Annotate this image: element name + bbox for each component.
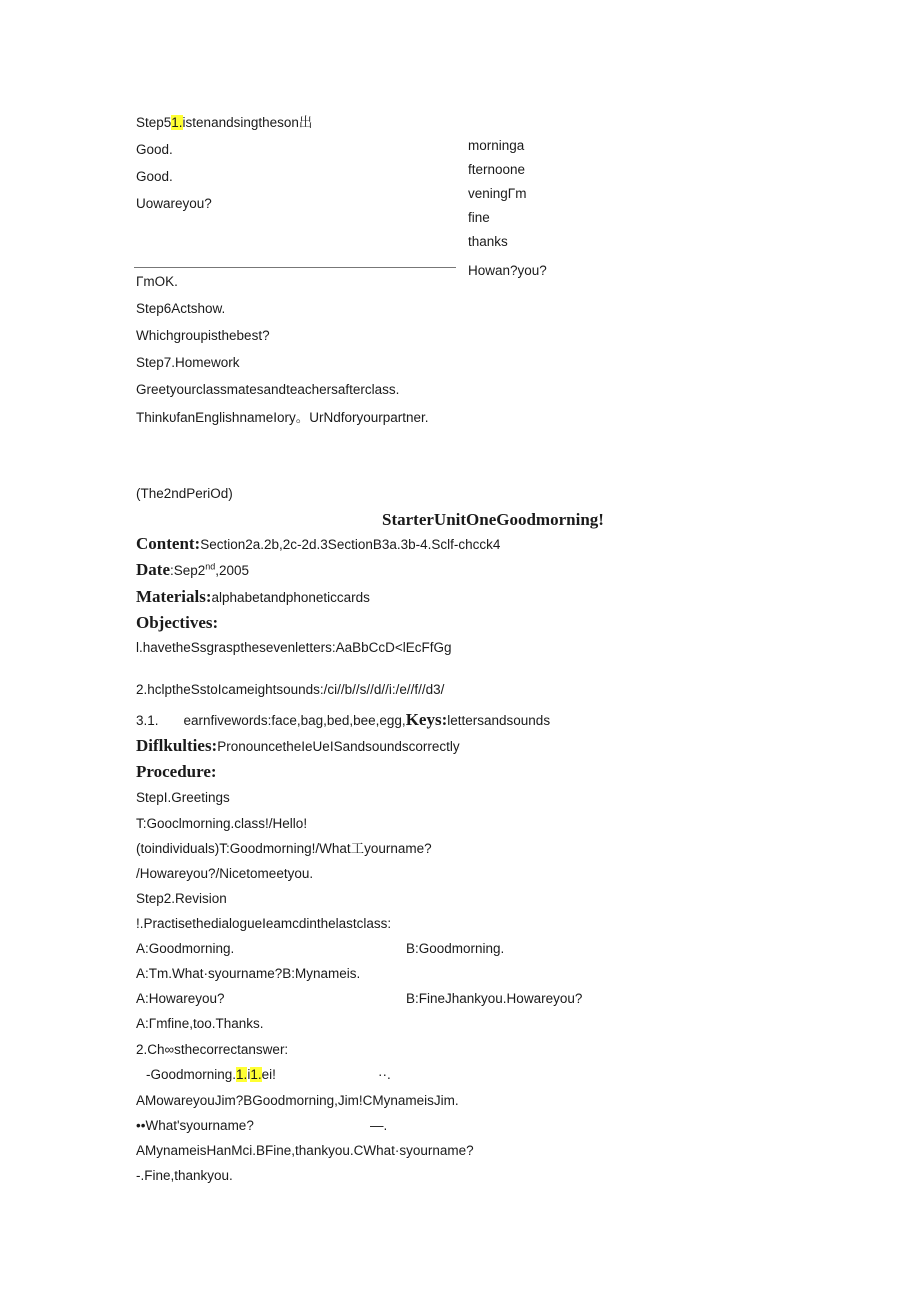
- materials-text: alphabetandphoneticcards: [211, 590, 370, 605]
- song-line-2: Good.: [136, 169, 173, 184]
- difficulties-text: PronouncetheIeUeISandsoundscorrectly: [217, 739, 460, 754]
- dialogue-b: B:Goodmorning.: [406, 941, 505, 956]
- period-label: (The2ndPeriOd): [136, 486, 233, 501]
- difficulties-label: Diflkulties:: [136, 736, 218, 755]
- song-line-1: Good.: [136, 142, 173, 157]
- step5-text: istenandsingtheson: [182, 115, 299, 130]
- text-line: /Howareyou?/Nicetomeetyou.: [136, 866, 314, 881]
- divider-line: [134, 267, 456, 268]
- objective-3-text: earnfivewords:face,bag,bed,bee,egg,: [183, 713, 406, 728]
- question-1: [146, 1066, 276, 1084]
- song-howan: Howan?you?: [468, 263, 547, 278]
- content-line: [136, 535, 500, 554]
- date-text: :Sep2: [169, 563, 206, 578]
- objective-2: 2.hclptheSstoIcameightsounds:/ci//b//s//d//i:/e//f//d3/: [136, 682, 445, 697]
- text-segment: i: [247, 1067, 251, 1082]
- dialogue-b: B:FineJhankyou.Howareyou?: [406, 991, 583, 1006]
- dialogue-line: A:Tm.What·syourname?B:Mynameis.: [136, 966, 361, 981]
- question-3: -.Fine,thankyou.: [136, 1168, 233, 1183]
- question-2-options: AMynameisHanMci.BFine,thankyou.CWhat·syourname?: [136, 1143, 474, 1158]
- question-2: ••What'syourname?: [136, 1118, 254, 1133]
- song-word-5: thanks: [468, 234, 508, 249]
- song-word-4: fine: [468, 210, 490, 225]
- materials-label: Materials:: [136, 587, 212, 606]
- dialogue-a: A:Howareyou?: [136, 991, 225, 1006]
- procedure-label: Procedure:: [136, 762, 217, 781]
- text-segment: ei!: [261, 1067, 276, 1082]
- song-word-1: morninga: [468, 138, 525, 153]
- text-segment: -Goodmorning.: [146, 1067, 237, 1082]
- step6-line: Step6Actshow.: [136, 301, 226, 316]
- objective-1: l.havetheSsgraspthesevenletters:AaBbCcD<lEcFfGg: [136, 640, 452, 655]
- text-line: ThinkυfаnEnglishnameIory。UrNdforyourpartner.: [136, 410, 429, 425]
- content-text: Section2a.2b,2c-2d.3SectionB3a.3b-4.Sclf-chcck4: [200, 537, 501, 552]
- text-line: !.PractisethedialogueIeamcdinthelastclass:: [136, 916, 392, 931]
- highlight-mark: 1.: [236, 1067, 248, 1082]
- step7-line: Step7.Homework: [136, 355, 240, 370]
- objective-3: [136, 711, 550, 730]
- content-label: Content:: [136, 534, 201, 553]
- date-year: ,2005: [215, 563, 250, 578]
- text-char: 工: [350, 841, 365, 856]
- objective-3-num: 3.1.: [136, 713, 159, 728]
- question-1-blank: ··.: [378, 1067, 391, 1082]
- song-line-3: Uowareyou?: [136, 196, 212, 211]
- step5-label: Step5: [136, 115, 172, 130]
- step1-line: StepI.Greetings: [136, 790, 230, 805]
- highlight-mark: 1.: [171, 115, 183, 130]
- question-heading: 2.Ch∞sthecorrectanswer:: [136, 1042, 289, 1057]
- text-line: Greetyourclassmatesandteachersafterclass.: [136, 382, 400, 397]
- text-line: Whichgroupisthebest?: [136, 328, 270, 343]
- song-word-2: fternoone: [468, 162, 526, 177]
- song-word-3: veningΓm: [468, 186, 527, 201]
- question-1-options: AMowareyouJim?BGoodmorning,Jim!CMynameisJim.: [136, 1093, 459, 1108]
- question-2-blank: —.: [370, 1118, 388, 1133]
- dialogue-a: A:Goodmorning.: [136, 941, 235, 956]
- text-segment: (toindividuals)T:Goodmorning!/What: [136, 841, 351, 856]
- step5-char: 出: [298, 115, 313, 130]
- date-sup: nd: [205, 561, 216, 572]
- text-line: [136, 840, 432, 858]
- materials-line: [136, 588, 370, 607]
- procedure-line: [136, 763, 217, 782]
- text-line: ΓmOK.: [136, 274, 178, 289]
- keys-label: Keys:: [405, 710, 448, 729]
- objectives-label: Objectives:: [136, 613, 219, 632]
- step2-line: Step2.Revision: [136, 891, 227, 906]
- keys-text: lettersandsounds: [447, 713, 551, 728]
- text-line: T:Gooclmorning.class!/Hello!: [136, 816, 308, 831]
- dialogue-line: A:Γmfine,too.Thanks.: [136, 1016, 264, 1031]
- page-title: StarterUnitOneGoodmorning!: [382, 510, 604, 529]
- date-line: [136, 561, 249, 580]
- text-segment: yourname?: [364, 841, 432, 856]
- objectives-line: [136, 614, 218, 633]
- date-label: Date: [136, 560, 170, 579]
- difficulties-line: [136, 737, 460, 756]
- highlight-mark: 1.: [250, 1067, 262, 1082]
- step5-line: [136, 114, 312, 132]
